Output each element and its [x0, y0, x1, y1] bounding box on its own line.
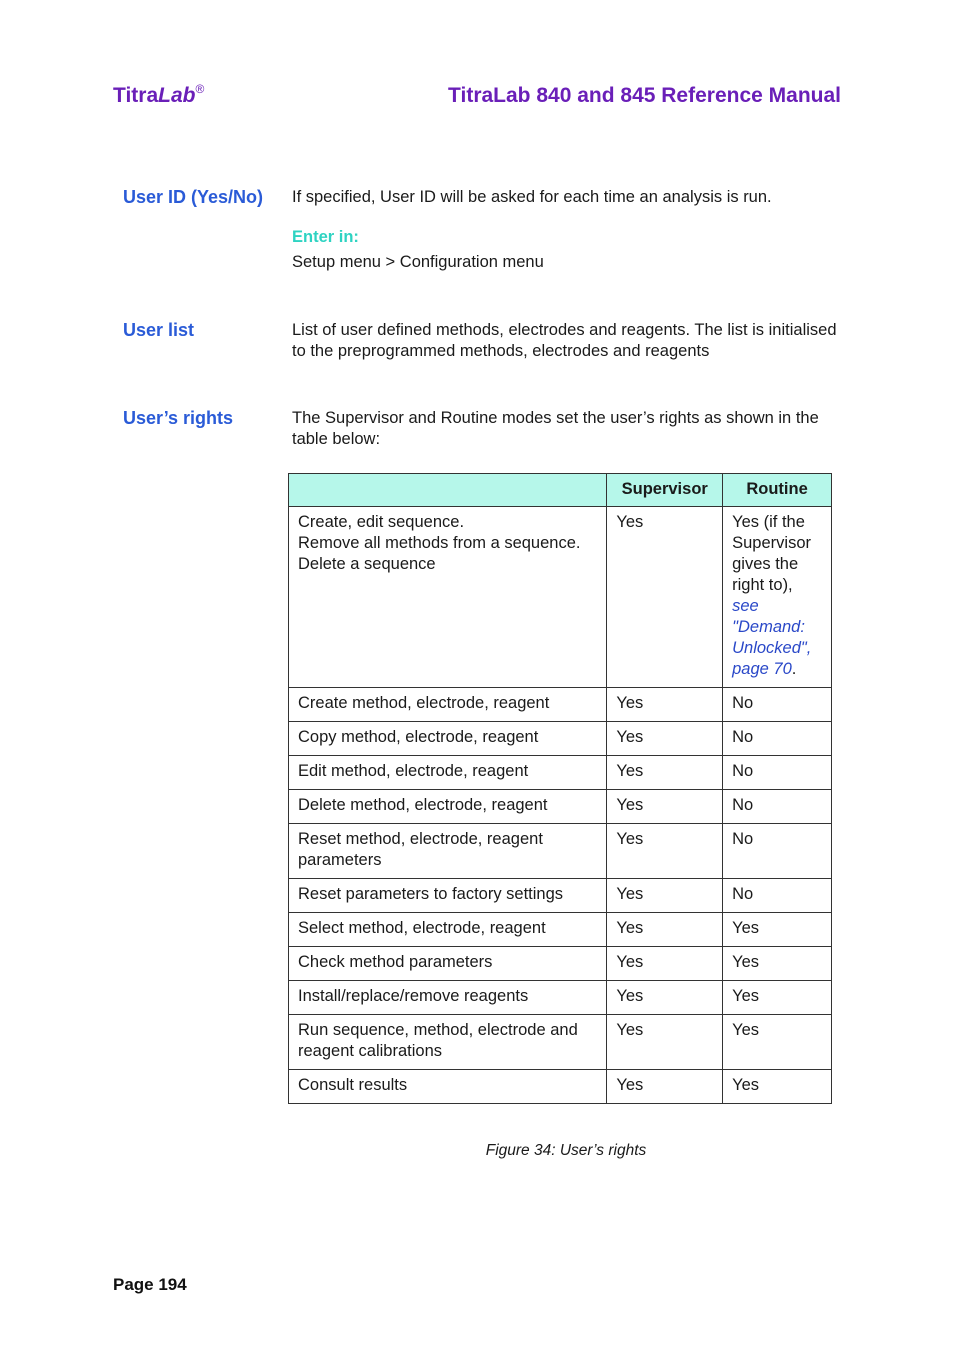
- table-row: [289, 981, 832, 1015]
- routine-note-end: .: [791, 660, 797, 678]
- table-row: [289, 722, 832, 756]
- table-cell-action: Select method, electrode, reagent: [289, 913, 607, 947]
- table-cell-action: Consult results: [289, 1070, 607, 1104]
- table-cell-action: Check method parameters: [289, 947, 607, 981]
- enter-in-label: Enter in:: [292, 228, 359, 246]
- table-cell-action: Run sequence, method, electrode and reagent calibrations: [289, 1015, 607, 1070]
- section-title-users-rights: User’s rights: [123, 408, 234, 428]
- table-cell-routine: No: [723, 790, 832, 824]
- table-cell-supervisor: Yes: [607, 981, 723, 1015]
- figure-caption: Figure 34: User’s rights: [485, 1142, 647, 1159]
- table-row: [289, 688, 832, 722]
- table-cell-action: Delete method, electrode, reagent: [289, 790, 607, 824]
- section-title-user-id: User ID (Yes/No): [123, 187, 264, 207]
- table-cell-action: Install/replace/remove reagents: [289, 981, 607, 1015]
- page-number: Page 194: [113, 1275, 187, 1294]
- table-cell-routine: No: [723, 824, 832, 879]
- table-cell-routine: Yes: [723, 1070, 832, 1104]
- table-row: [289, 947, 832, 981]
- table-cell-supervisor: Yes: [607, 879, 723, 913]
- table-cell-supervisor: Yes: [607, 1070, 723, 1104]
- table-cell-routine: No: [723, 879, 832, 913]
- table-cell-routine: No: [723, 688, 832, 722]
- table-cell-supervisor: Yes: [607, 913, 723, 947]
- table-cell-routine: Yes: [723, 947, 832, 981]
- manual-title: TitraLab 840 and 845 Reference Manual: [448, 84, 841, 107]
- table-header-row: [289, 474, 832, 507]
- table-row: [289, 1070, 832, 1104]
- table-row: [289, 790, 832, 824]
- table-cell-supervisor: Yes: [607, 1015, 723, 1070]
- brand-prefix: Titra: [113, 84, 159, 107]
- table-row: [289, 824, 832, 879]
- table-row: [289, 1015, 832, 1070]
- section-text-user-list: List of user defined methods, electrodes and reagents. The list is initialised to the preprogrammed methods, electrodes and reagents: [292, 321, 837, 360]
- table-row: [289, 756, 832, 790]
- enter-in-path: Setup menu > Configuration menu: [292, 253, 544, 271]
- routine-note: Yes (if the Supervisor gives the right to),: [732, 513, 811, 594]
- table-header-action: [289, 474, 607, 507]
- brand-suffix: Lab: [158, 84, 196, 107]
- table-row: [289, 913, 832, 947]
- cross-reference-link[interactable]: see "Demand: Unlocked", page 70: [732, 597, 812, 678]
- table-row: [289, 507, 832, 688]
- table-cell-action: [289, 507, 607, 688]
- table-cell-routine: No: [723, 756, 832, 790]
- section-text-user-id: If specified, User ID will be asked for each time an analysis is run.: [292, 188, 772, 206]
- table-cell-supervisor: Yes: [607, 790, 723, 824]
- table-cell-routine: Yes: [723, 981, 832, 1015]
- table-cell-action: Copy method, electrode, reagent: [289, 722, 607, 756]
- table-cell-routine: Yes: [723, 1015, 832, 1070]
- action-line: Delete a sequence: [298, 555, 436, 573]
- table-cell-supervisor: Yes: [607, 688, 723, 722]
- table-cell-supervisor: Yes: [607, 824, 723, 879]
- table-header-supervisor: Supervisor: [607, 474, 723, 507]
- section-title-user-list: User list: [123, 320, 195, 340]
- table-cell-supervisor: Yes: [607, 722, 723, 756]
- table-cell-routine: Yes: [723, 913, 832, 947]
- table-header-routine: Routine: [723, 474, 832, 507]
- table-cell-supervisor: Yes: [607, 947, 723, 981]
- users-rights-table: [288, 473, 832, 1104]
- table-cell-supervisor: Yes: [607, 756, 723, 790]
- registered-mark: ®: [195, 82, 205, 96]
- table-cell-action: Reset method, electrode, reagent parameters: [289, 824, 607, 879]
- action-line: Create, edit sequence.: [298, 513, 465, 531]
- table-row: [289, 879, 832, 913]
- table-cell-action: Create method, electrode, reagent: [289, 688, 607, 722]
- table-cell-supervisor: Yes: [607, 507, 723, 688]
- brand-logo: [113, 84, 204, 108]
- table-cell-routine: [723, 507, 832, 688]
- action-line: Remove all methods from a sequence.: [298, 534, 581, 552]
- table-cell-action: Reset parameters to factory settings: [289, 879, 607, 913]
- table-cell-routine: No: [723, 722, 832, 756]
- table-cell-action: Edit method, electrode, reagent: [289, 756, 607, 790]
- section-text-users-rights: The Supervisor and Routine modes set the user’s rights as shown in the table below:: [292, 409, 819, 448]
